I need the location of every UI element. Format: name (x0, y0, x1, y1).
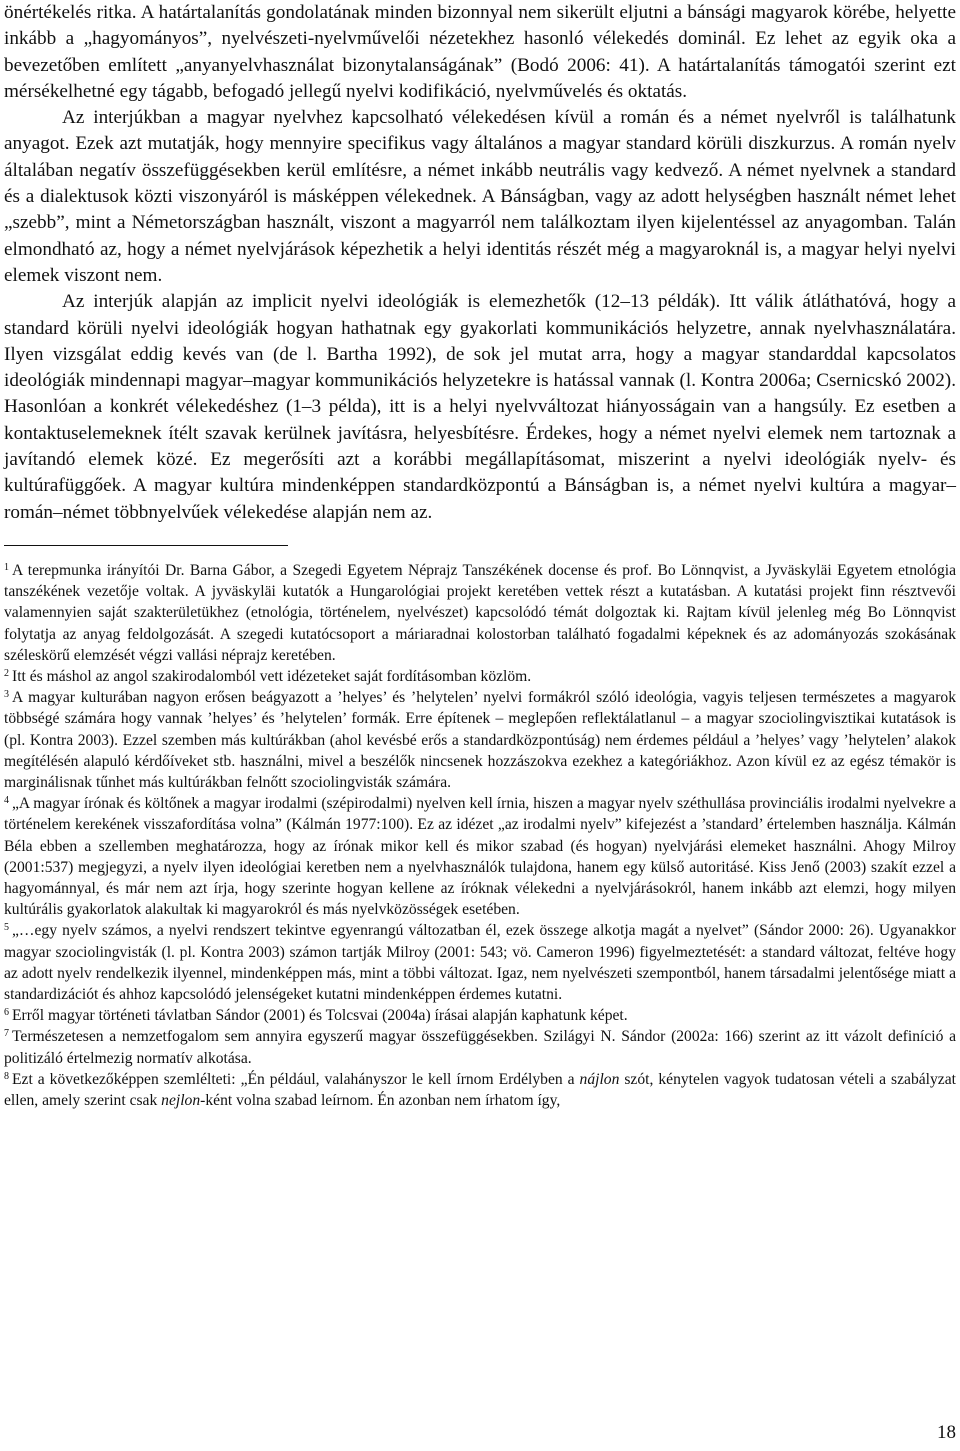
footnote-text: A magyar kulturában nagyon erősen beágyazott a ’helyes’ és ’helytelen’ nyelvi formákról szóló ideológia, vagyis teljesen természetes a magyarok többségé számára hogy vannak ’helyes’ és ’helytelen’ formák. Erre építenek – meglepően reflektálatlanul – a magyar szociolingvisztikai kutatások is (pl. Kontra 2003). Ezzel szemben más kultúrákban (ahol kevésbé erős a standardközpontúság) nem érdemes például a ’helyes’ vagy ’helytelen’ alakok megítélésén alapuló kérdőíveket stb. használni, mivel a beszélők nincsenek hozzászokva ezekhez a kategóriákhoz. Azon kívül ez az egész témakör is marginálisnak tűnhet más kultúrákban felnőtt szociolingvisták számára. (4, 689, 956, 791)
footnote-2 (4, 666, 956, 687)
page-number: 18 (937, 1422, 956, 1443)
footnote-text: A terepmunka irányítói Dr. Barna Gábor, a Szegedi Egyetem Néprajz Tanszékének docense és prof. Bo Lönnqvist, a Jyväskyläi Egyetem etnológia tanszékének vezetője voltak. A jyväskyläi kutatók a Hungarológiai projekt keretében vettek részt a kutatásban. A kutatási projekt finn résztvevői valamennyien saját szakterületükhez (etnológia, történelem, nyelvészet) kapcsolódó témát dolgoztak ki. Rajtam kívül jelenleg még Bo Lönnqvist folytatja az anyag feldolgozását. A szegedi kutatócsoport a máriaradnai kolostorban található fogadalmi képeknek és az adományozás szokásának széleskörű elemzését végzi vallási néprajz keretében. (4, 561, 956, 664)
footnotes (4, 560, 956, 1111)
footnote-text: Erről magyar történeti távlatban Sándor (2001) és Tolcsvai (2004a) írásai alapján kaphatunk képet. (12, 1007, 628, 1025)
footnote-text: „A magyar írónak és költőnek a magyar irodalmi (szépirodalmi) nyelven kell írnia, hiszen a magyar nyelv széthullása provinciális irodalmi nyelvekre a történelem kerekének visszafordítása volna” (Kálmán 1977:100). Ez az idézet „az irodalmi nyelv” kifejezést a ’standard’ értelemben használja. Kálmán Béla ebben a szellemben meghatározza, hogy az írónak mikor kell és mikor szabad (és hogyan) nyelvjárási elemeket használni. Ahogy Milroy (2001:537) megjegyzi, a nyelv ilyen ideológiai keretben nem a nyelvhasználók tulajdona, hanem egy külső autoritásé. Kiss Jenő (2003) szakít ezzel a hagyománnyal, és már nem azt írja, hogy szerinte hogyan kellene az íróknak vélekedni a nyelvjárásokról, hanem inkább azt elemzi, hogy milyen kultúrális gyakorlatok alakultak ki magyarokról és más nyelvközösségek esetében. (4, 795, 956, 919)
footnote-text: Itt és máshol az angol szakirodalomból vett idézeteket saját fordításomban közlöm. (12, 667, 532, 685)
paragraph-1: önértékelés ritka. A határtalanítás gondolatának minden bizonnyal nem sikerült eljutni a bánsági magyarok körébe, helyette inkább a „hagyományos”, nyelvészeti-nyelvművelői nézetekhez hasonló vélekedés dominál. Ez lehet az egyik oka a bevezetőben említett „anyanyelvhasználat bizonytalanságának” (Bodó 2006: 41). A határtalanítás támogatói szerint ezt mérsékelhetné egy tágabb, befogadó jellegű nyelvi kodifikáció, nyelvművelés és oktatás. (4, 2, 956, 102)
footnote-7 (4, 1026, 956, 1068)
footnote-text-part: szót, kénytelen vagyok tudatosan vételi a szabályzat ellen, amely szerint csak (4, 1070, 956, 1110)
footnote-separator (4, 545, 288, 546)
paragraph-2: Az interjúkban a magyar nyelvhez kapcsolható vélekedésen kívül a román és a német nyelvről is találhatunk anyagot. Ezek azt mutatják, hogy mennyire specifikus vagy általános a magyar standard körüli diszkurzus. A román nyelv általában negatív összefüggésekben kerül említésre, a német inkább neutrális vagy kedvező. A német nyelvnek a standard és a dialektusok közti viszonyáról is másképpen vélekednek. A Bánságban, vagy az adott helységben használt német lehet „szebb”, mint a Németországban használt, viszont a magyarról nem találkoztam ilyen kijelentéssel az anyagomban. Talán elmondható az, hogy a német nyelvjárások képezhetik a helyi identitás részét még a magyaroknál is, a magyar helyi nyelvi elemek viszont nem. (4, 107, 956, 286)
footnote-text: Természetesen a nemzetfogalom sem annyira egyszerű magyar összefüggésekben. Szilágyi N. Sándor (2002a: 166) szerint az itt vázolt definíció a politizáló értelmezig normatív alkotása. (4, 1028, 956, 1067)
footnote-number: 2 (4, 667, 9, 679)
paragraph-3: Az interjúk alapján az implicit nyelvi ideológiák is elemezhetők (12–13 példák). Itt válik átláthatóvá, hogy a standard körüli nyelvi ideológiák hogyan hathatnak egy gyakorlati kommunikációs helyzetre, annak nyelvhasználatára. Ilyen vizsgálat eddig kevés van (de l. Bartha 1992), de sok jel mutat arra, hogy a magyar standarddal kapcsolatos ideológiák mindennapi magyar–magyar kommunikációs helyzetekre is hatással vannak (l. Kontra 2006a; Csernicskó 2002). Hasonlóan a konkrét vélekedéshez (1–3 példa), itt is a helyi nyelvváltozat hiányosságain van a hangsúly. Ez esetben a kontaktuselemeknek ítélt szavak kerülnek javításra, helyesbítésre. Érdekes, hogy a német nyelvi elemek nem tartoznak a javítandó elemek közé. Ez megerősíti azt a korábbi megállapításomat, miszerint a nyelvi ideológiák nyelv- és kultúrafüggőek. A magyar kultúra mindenképpen standardközpontú a Bánságban is, a német nyelvi kultúra a magyar–román–német többnyelvűek vélekedése alapján nem az. (4, 291, 956, 523)
footnote-5 (4, 920, 956, 1005)
footnote-number: 5 (4, 922, 9, 934)
footnote-number: 6 (4, 1007, 9, 1019)
footnote-number: 4 (4, 795, 9, 807)
footnote-italic-word: nájlon (579, 1070, 620, 1088)
footnote-text: „…egy nyelv számos, a nyelvi rendszert tekintve egyenrangú változatban él, ezek összege alkotja magát a nyelvet” (Sándor 2000: 26). Ugyanakkor magyar szociolingvisták (l. pl. Kontra 2003) számon tartják Milroy (2001: 543; vö. Cameron 1996) figyelmeztetését: a standard változat, feltéve hogy az adott nyelv rendelkezik ilyennel, mindenképpen más, mint a többi változat. Igaz, nem nyelvészeti szempontból, hanem társadalmi jelentősége miatt a standardizációt és ahhoz kapcsolódó jelenségeket kutatni mindenképpen érdemes kutatni. (4, 922, 956, 1003)
footnote-4 (4, 793, 956, 920)
footnote-number: 7 (4, 1028, 9, 1040)
main-text (4, 0, 956, 526)
footnote-text-part: -ként volna szabad leírnom. Én azonban nem írhatom így, (200, 1092, 561, 1110)
footnote-3 (4, 687, 956, 793)
footnote-6 (4, 1005, 956, 1026)
document-page (4, 0, 956, 1111)
footnote-text-part: Ezt a következőképpen szemlélteti: „Én például, valahányszor le kell írnom Erdélyben a (12, 1070, 580, 1088)
footnote-number: 3 (4, 689, 9, 701)
footnote-8 (4, 1069, 956, 1111)
footnote-italic-word: nejlon (161, 1092, 201, 1110)
footnote-number: 1 (4, 561, 9, 573)
footnote-1 (4, 560, 956, 666)
footnote-number: 8 (4, 1070, 9, 1082)
